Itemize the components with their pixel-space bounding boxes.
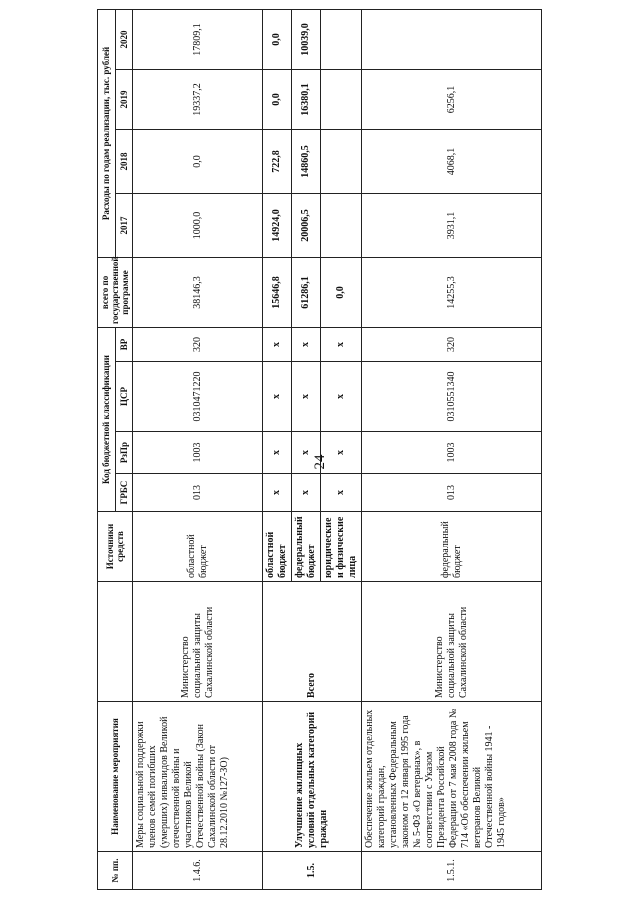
row-2017: [321, 193, 362, 257]
row-2018: 4068,1: [362, 129, 542, 193]
row-2019: 0,0: [263, 69, 292, 129]
header-expenses: Расходы по годам реализации, тыс. рублей: [98, 9, 116, 257]
row-rzpr: 1003: [133, 432, 263, 474]
row-total: 15646,8: [263, 257, 292, 327]
header-num: № пп.: [98, 852, 133, 890]
row-name: Обеспечение жильем отдельных категорий граждан, установленных Федеральным законом от 12 января 1995 года № 5-ФЗ «О ветеранах», в соответствии с Указом Президента Российской Федерации от 7 мая 2008 года № 714 «Об обеспечении жильем ветеранов Великой Отечественной войны 1941 - 1945 годов»: [362, 702, 542, 852]
row-2019: [321, 69, 362, 129]
row-2017: 1000,0: [133, 193, 263, 257]
row-2018: 14860,5: [292, 129, 321, 193]
row-source: областной бюджет: [133, 512, 263, 582]
row-2019: 6256,1: [362, 69, 542, 129]
row-source: юридические и физические лица: [321, 512, 362, 582]
row-rzpr: 1003: [362, 432, 542, 474]
header-vr: ВР: [115, 327, 133, 361]
row-csr: х: [321, 362, 362, 432]
row-num: 1.5.: [263, 852, 362, 890]
row-2018: [321, 129, 362, 193]
header-year-2020: 2020: [115, 9, 133, 69]
header-total: всего по государственной программе: [98, 257, 133, 327]
row-vr: 320: [133, 327, 263, 361]
row-vr: х: [321, 327, 362, 361]
row-executor: Всего: [263, 582, 362, 702]
row-csr: х: [263, 362, 292, 432]
row-2020: [362, 9, 542, 69]
row-csr: 0310471220: [133, 362, 263, 432]
row-grbs: 013: [133, 474, 263, 512]
row-2020: [321, 9, 362, 69]
row-2020: 0,0: [263, 9, 292, 69]
row-name: Улучшение жилищных условий отдельных категорий граждан: [263, 702, 362, 852]
row-source: федеральный бюджет: [292, 512, 321, 582]
header-rzpr: РзПр: [115, 432, 133, 474]
row-2019: 19337,2: [133, 69, 263, 129]
row-vr: 320: [362, 327, 542, 361]
row-grbs: х: [292, 474, 321, 512]
row-source: областной бюджет: [263, 512, 292, 582]
row-2020: 10039,0: [292, 9, 321, 69]
row-num: 1.4.6.: [133, 852, 263, 890]
row-executor: Министерство социальной защиты Сахалинской области: [362, 582, 542, 702]
row-source: федеральный бюджет: [362, 512, 542, 582]
row-rzpr: х: [292, 432, 321, 474]
header-row-1: [98, 9, 116, 889]
row-rzpr: х: [321, 432, 362, 474]
row-2018: 722,8: [263, 129, 292, 193]
header-executor: [98, 582, 133, 702]
row-2018: 0,0: [133, 129, 263, 193]
page-number: 24: [312, 454, 328, 470]
budget-table-sheet: [97, 10, 640, 890]
row-vr: х: [263, 327, 292, 361]
row-num: 1.5.1.: [362, 852, 542, 890]
header-year-2017: 2017: [115, 193, 133, 257]
header-name: Наименование мероприятия: [98, 702, 133, 852]
header-year-2019: 2019: [115, 69, 133, 129]
row-executor: Министерство социальной защиты Сахалинской области: [133, 582, 263, 702]
table-row: [263, 9, 292, 889]
header-grbs: ГРБС: [115, 474, 133, 512]
row-2020: 17809,1: [133, 9, 263, 69]
row-total: 14255,3: [362, 257, 542, 327]
header-budget-class: Код бюджетной классификации: [98, 327, 116, 511]
header-csr: ЦСР: [115, 362, 133, 432]
row-2017: 3931,1: [362, 193, 542, 257]
row-csr: х: [292, 362, 321, 432]
budget-table: [97, 9, 542, 890]
row-rzpr: х: [263, 432, 292, 474]
row-total: 0,0: [321, 257, 362, 327]
table-row: [133, 9, 263, 889]
row-2017: 14924,0: [263, 193, 292, 257]
header-source: Источники средств: [98, 512, 133, 582]
row-grbs: х: [263, 474, 292, 512]
row-grbs: 013: [362, 474, 542, 512]
row-total: 38146,3: [133, 257, 263, 327]
header-year-2018: 2018: [115, 129, 133, 193]
row-total: 61286,1: [292, 257, 321, 327]
row-2019: 16380,1: [292, 69, 321, 129]
row-vr: х: [292, 327, 321, 361]
table-row: [362, 9, 542, 889]
row-csr: 0310551340: [362, 362, 542, 432]
row-2017: 20006,5: [292, 193, 321, 257]
row-grbs: х: [321, 474, 362, 512]
row-name: Меры социальной поддержки членов семей погибших (умерших) инвалидов Великой отечественной войны и участников Великой Отечественной войны (Закон Сахалинской области от 28.12.2010 №127-ЗО): [133, 702, 263, 852]
